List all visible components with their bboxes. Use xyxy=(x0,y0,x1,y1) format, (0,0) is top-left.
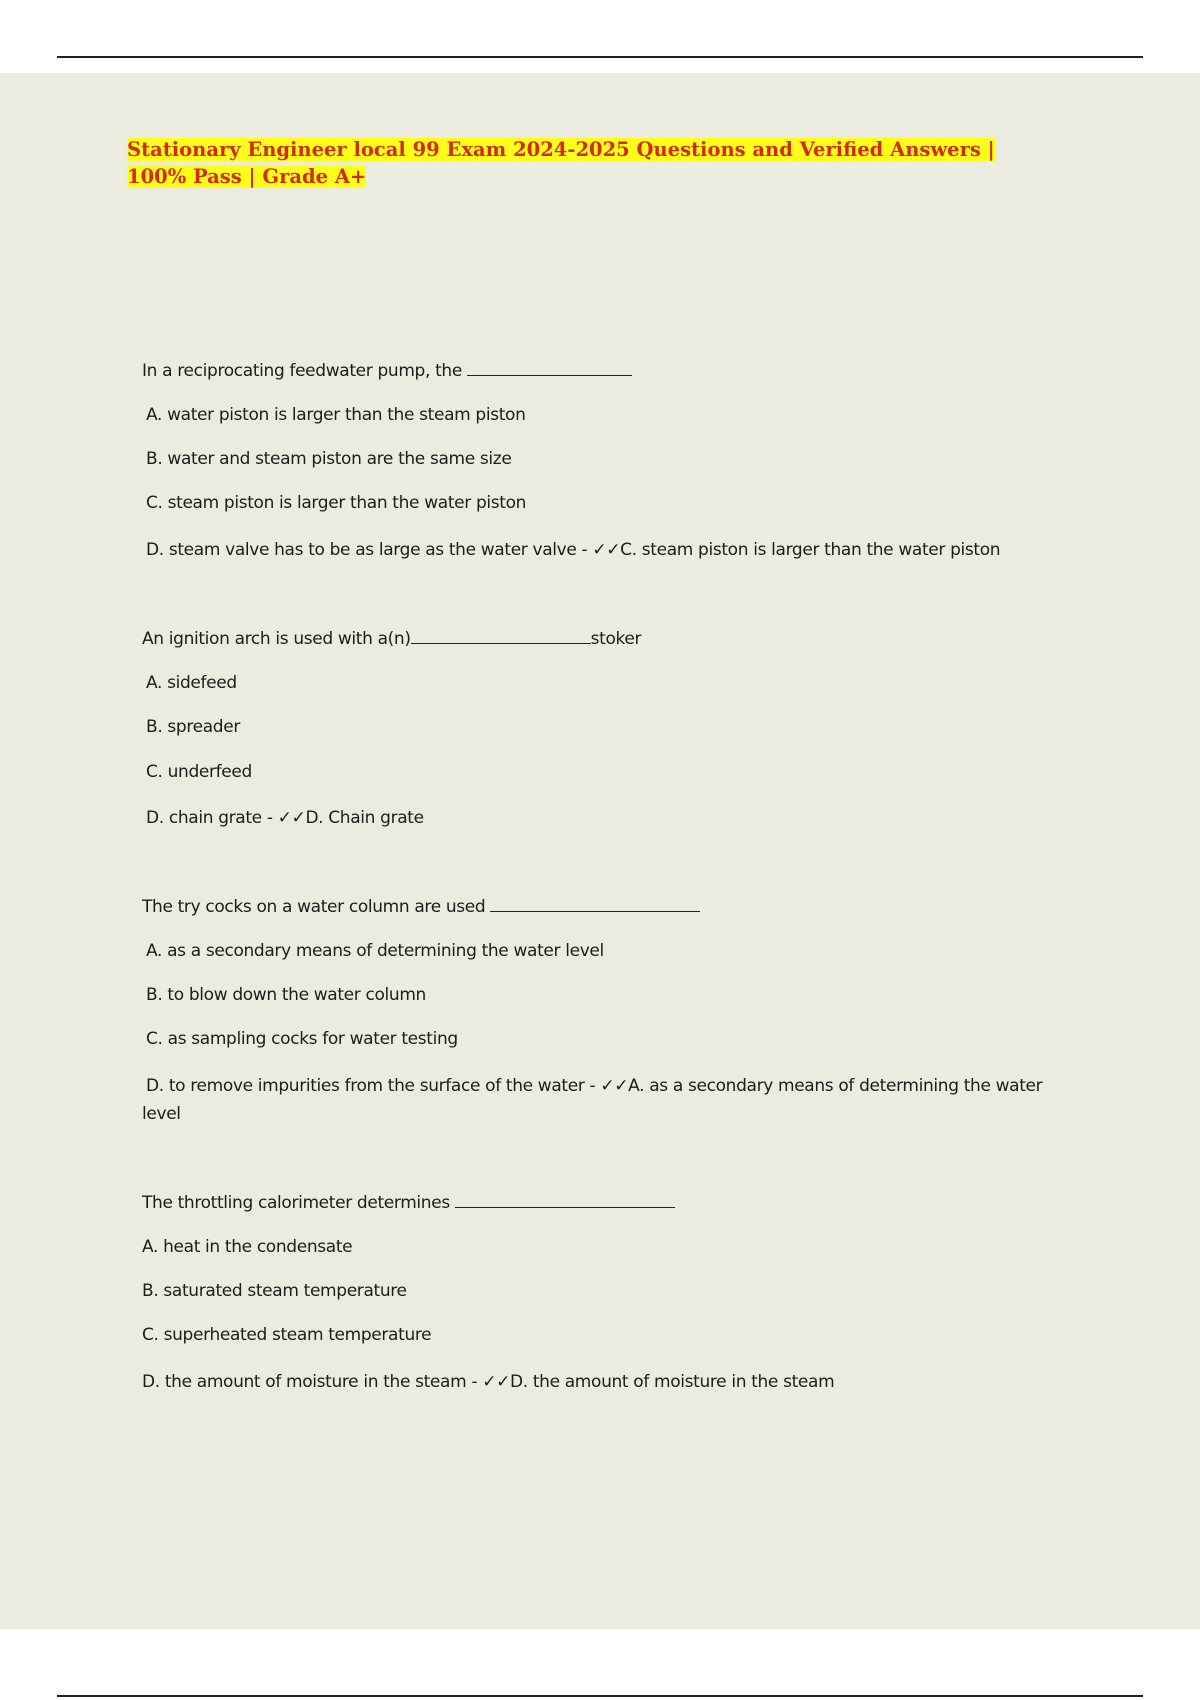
question-1-option-b: B. water and steam piston are the same size xyxy=(146,449,512,469)
question-3-option-d-answer: D. to remove impurities from the surface of the water - ✓✓A. as a secondary means of determining the water level xyxy=(142,1076,1043,1124)
question-1-option-d-answer: D. steam valve has to be as large as the water valve - ✓✓C. steam piston is larger than the water piston xyxy=(146,540,1001,560)
question-1-option-c: C. steam piston is larger than the water piston xyxy=(146,493,527,513)
question-3-option-b: B. to blow down the water column xyxy=(146,985,426,1005)
question-4-option-b: B. saturated steam temperature xyxy=(142,1281,407,1301)
question-4-option-d-answer: D. the amount of moisture in the steam - ✓✓D. the amount of moisture in the steam xyxy=(142,1372,835,1392)
answer-blank xyxy=(411,630,591,644)
answer-blank xyxy=(455,1194,675,1208)
document-title xyxy=(127,136,1047,190)
question-3-option-a: A. as a secondary means of determining the water level xyxy=(146,941,604,961)
answer-blank xyxy=(490,898,700,912)
question-4-option-c: C. superheated steam temperature xyxy=(142,1325,432,1345)
question-1-option-a: A. water piston is larger than the steam piston xyxy=(146,405,526,425)
question-2-option-a: A. sidefeed xyxy=(146,673,237,693)
question-2-text-after: stoker xyxy=(590,629,642,649)
question-1-stem xyxy=(142,360,632,382)
question-2-stem xyxy=(142,628,641,650)
question-4-text: The throttling calorimeter determines xyxy=(142,1193,455,1213)
title-highlight: Stationary Engineer local 99 Exam 2024-2025 Questions and Verified Answers | 100% Pass | Grade A+ xyxy=(127,138,995,188)
question-4-stem xyxy=(142,1192,675,1214)
question-3-option-c: C. as sampling cocks for water testing xyxy=(146,1029,458,1049)
footer-rule xyxy=(57,1695,1143,1697)
question-1-text: In a reciprocating feedwater pump, the xyxy=(142,361,467,381)
question-2-option-d-answer: D. chain grate - ✓✓D. Chain grate xyxy=(146,808,424,828)
question-2-option-c: C. underfeed xyxy=(146,762,252,782)
question-2-option-b: B. spreader xyxy=(146,717,240,737)
question-3-stem xyxy=(142,896,700,918)
answer-blank xyxy=(467,362,632,376)
header-rule xyxy=(57,56,1143,58)
question-3-text: The try cocks on a water column are used xyxy=(142,897,491,917)
question-2-text: An ignition arch is used with a(n) xyxy=(142,629,411,649)
question-4-option-a: A. heat in the condensate xyxy=(142,1237,353,1257)
